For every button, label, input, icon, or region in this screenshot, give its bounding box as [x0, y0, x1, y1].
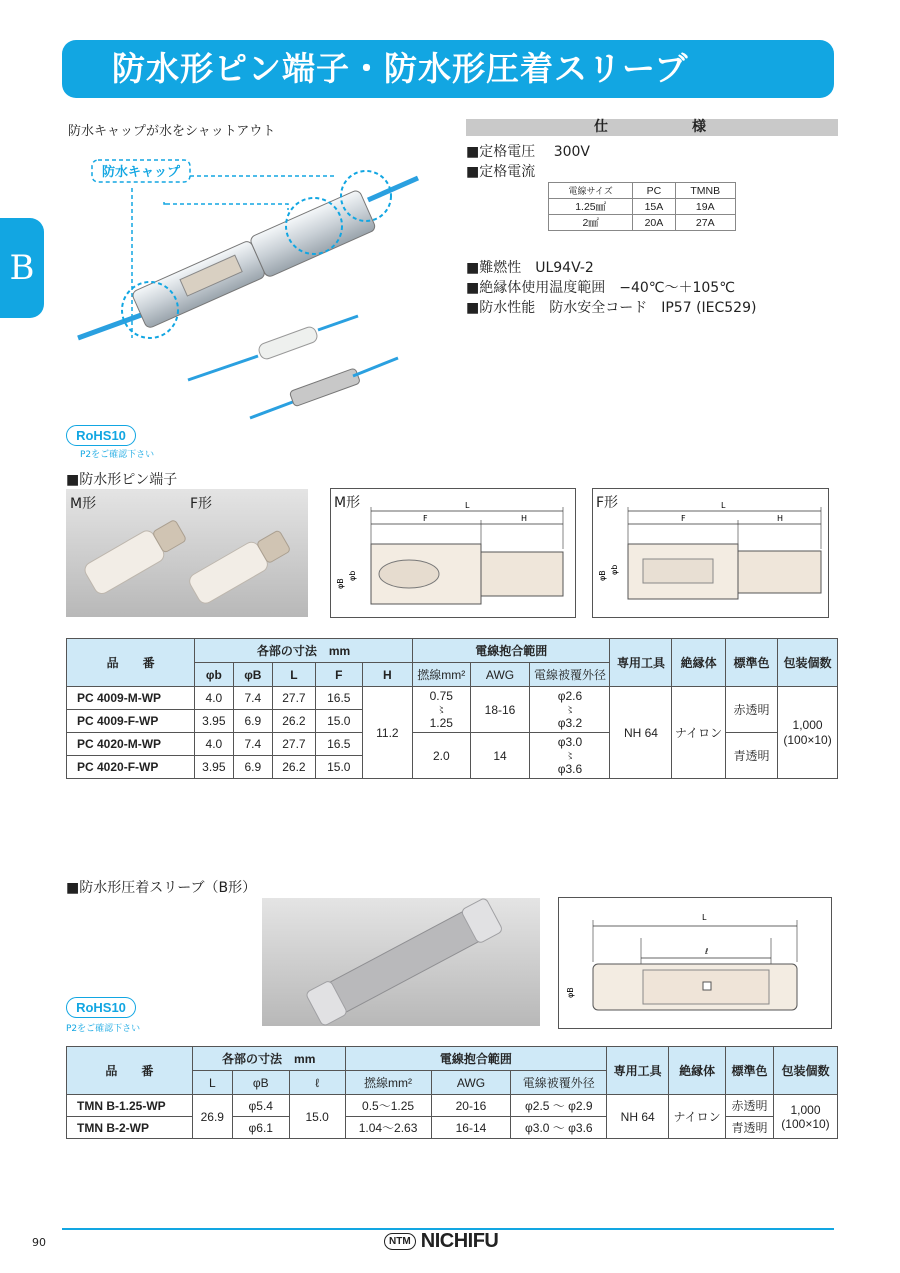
part-number: TMN B-1.25-WP: [67, 1095, 193, 1117]
logo-mark: NTM: [384, 1233, 416, 1250]
waterproof-rating: ■防水性能 防水安全コード IP57 (IEC529): [466, 300, 757, 316]
od-top: φ3.0: [557, 734, 583, 749]
pin-section-heading: ■防水形ピン端子: [66, 472, 178, 488]
cell-ell: 15.0: [289, 1095, 345, 1139]
pin-sub: H: [362, 663, 412, 687]
sleeve-h-dims: 各部の寸法 mm: [192, 1047, 345, 1071]
sleeve-sub: 電線被覆外径: [511, 1071, 607, 1095]
cell: 7.4: [233, 733, 273, 756]
part-number: PC 4020-F-WP: [67, 756, 195, 779]
cell-insul: ナイロン: [672, 687, 725, 779]
od-tilde: 〻: [565, 704, 575, 715]
photo-label-m: M形: [70, 496, 97, 512]
current-cell: 1.25㎟: [549, 199, 633, 215]
m-dim-f: F: [423, 514, 428, 523]
sleeve-dim-phib: φB: [566, 987, 575, 998]
current-table: [548, 182, 736, 231]
cell-tool: NH 64: [610, 687, 672, 779]
cell-od-2: [530, 733, 610, 779]
pack-bot: (100×10): [783, 732, 832, 747]
cell-wire-1: [412, 687, 470, 733]
rated-voltage-value: 300V: [553, 144, 590, 160]
pack-top: 1,000: [792, 717, 823, 732]
current-header-pc: PC: [633, 183, 675, 199]
pin-h-color: 標準色: [725, 639, 777, 687]
rohs-note: P2をご確認下さい: [80, 450, 155, 460]
f-dim-phib: φB: [598, 570, 607, 581]
current-cell: 2㎟: [549, 215, 633, 231]
sleeve-h-part: 品 番: [67, 1047, 193, 1095]
pin-sub: φb: [195, 663, 233, 687]
cell: 15.0: [315, 710, 362, 733]
cell: φ2.5 〜 φ2.9: [511, 1095, 607, 1117]
sleeve-h-color: 標準色: [726, 1047, 774, 1095]
m-type-drawing: [330, 488, 576, 618]
pin-sub: F: [315, 663, 362, 687]
f-dim-phib-small: φb: [610, 564, 619, 575]
wire-bot: 1.25: [429, 715, 453, 730]
cell: 27.7: [273, 733, 316, 756]
flame-rating: ■難燃性 UL94V-2: [466, 260, 594, 276]
sleeve-photo-drawing: [262, 898, 540, 1026]
photo-label-f: F形: [190, 496, 213, 512]
pack-top: 1,000: [790, 1102, 821, 1117]
cell: φ3.0 〜 φ3.6: [511, 1117, 607, 1139]
cell-h: 11.2: [362, 687, 412, 779]
pin-sub: 電線被覆外径: [530, 663, 610, 687]
current-cell: 15A: [633, 199, 675, 215]
m-dim-phib: φB: [336, 578, 345, 589]
cell-color: 青透明: [726, 1117, 774, 1139]
od-bot: φ3.6: [557, 761, 583, 776]
rated-current-label: ■定格電流: [466, 164, 536, 180]
od-top: φ2.6: [557, 688, 583, 703]
spec-head-left: 仕: [594, 119, 608, 135]
nichifu-logo: [384, 1230, 498, 1252]
cell: 26.2: [273, 756, 316, 779]
cell-tool: NH 64: [607, 1095, 669, 1139]
current-header-size: 電線サイズ: [549, 183, 633, 199]
f-dim-f: F: [681, 514, 686, 523]
cell-awg-1: 18-16: [470, 687, 530, 733]
cell-insul: ナイロン: [669, 1095, 726, 1139]
pin-h-insul: 絶縁体: [672, 639, 725, 687]
m-dim-h: H: [521, 514, 528, 523]
cell: 4.0: [195, 687, 233, 710]
cell: 7.4: [233, 687, 273, 710]
pin-h-range: 電線抱合範囲: [412, 639, 610, 663]
section-tab: B: [0, 218, 44, 318]
current-cell: 19A: [675, 199, 735, 215]
logo-name: NICHIFU: [420, 1230, 499, 1252]
pin-sub: L: [273, 663, 316, 687]
rohs-badge: RoHS10: [66, 425, 136, 446]
cell: 6.9: [233, 756, 273, 779]
page-title: 防水形ピン端子・防水形圧着スリーブ: [112, 49, 689, 88]
spec-head-right: 様: [692, 119, 706, 135]
sleeve-sub: ℓ: [289, 1071, 345, 1095]
sleeve-sub: 撚線mm²: [345, 1071, 431, 1095]
pin-sub: φB: [233, 663, 273, 687]
sleeve-spec-table: [66, 1046, 838, 1139]
wire-tilde: 〻: [436, 704, 446, 715]
f-dim-l: L: [721, 501, 726, 510]
cell: 4.0: [195, 733, 233, 756]
spec-header: [466, 119, 838, 136]
pin-sub: 撚線mm²: [412, 663, 470, 687]
sleeve-dim-l: L: [702, 913, 707, 922]
intro-caption: 防水キャップが水をシャットアウト: [68, 124, 276, 139]
pin-photo-drawing: [66, 489, 308, 617]
cell: φ5.4: [232, 1095, 289, 1117]
f-type-drawing: [592, 488, 829, 618]
od-bot: φ3.2: [557, 715, 583, 730]
part-number: PC 4020-M-WP: [67, 733, 195, 756]
sleeve-drawing-svg: [559, 898, 831, 1028]
cell: 16.5: [315, 687, 362, 710]
cell: 20-16: [431, 1095, 511, 1117]
cell-od-1: [530, 687, 610, 733]
table-row: [67, 1095, 838, 1117]
cell: 27.7: [273, 687, 316, 710]
callout-label: 防水キャップ: [101, 165, 181, 180]
cell: φ6.1: [232, 1117, 289, 1139]
f-dim-h: H: [777, 514, 784, 523]
temperature-range: ■絶縁体使用温度範囲 −40℃〜＋105℃: [466, 280, 735, 296]
pin-spec-table: [66, 638, 838, 779]
page-number: 90: [32, 1236, 46, 1249]
pin-photo: [66, 489, 308, 617]
pin-h-pack: 包装個数: [778, 639, 838, 687]
pin-h-dims: 各部の寸法 mm: [195, 639, 413, 663]
cell: 1.04〜2.63: [345, 1117, 431, 1139]
m-drawing-label: M形: [334, 495, 361, 511]
part-number: TMN B-2-WP: [67, 1117, 193, 1139]
cell-awg-2: 14: [470, 733, 530, 779]
sleeve-sub: L: [192, 1071, 232, 1095]
part-number: PC 4009-M-WP: [67, 687, 195, 710]
current-cell: 27A: [675, 215, 735, 231]
pin-sub: AWG: [470, 663, 530, 687]
sleeve-h-insul: 絶縁体: [669, 1047, 726, 1095]
pack-bot: (100×10): [781, 1116, 830, 1131]
current-cell: 20A: [633, 215, 675, 231]
pin-h-part: 品 番: [67, 639, 195, 687]
cell: 3.95: [195, 756, 233, 779]
rated-voltage-label: ■定格電圧: [466, 144, 536, 160]
rohs-badge-2: RoHS10: [66, 997, 136, 1018]
part-number: PC 4009-F-WP: [67, 710, 195, 733]
cell: 6.9: [233, 710, 273, 733]
rated-voltage: [466, 141, 590, 161]
sleeve-dim-ell: ℓ: [705, 947, 709, 956]
wire-top: 0.75: [429, 688, 453, 703]
sleeve-photo: [262, 898, 540, 1026]
m-dim-phib-small: φb: [348, 570, 357, 581]
cell-color-2: 青透明: [725, 733, 777, 779]
page-title-bar: [62, 40, 834, 98]
table-row: [67, 687, 838, 710]
cell: 16-14: [431, 1117, 511, 1139]
cell: 3.95: [195, 710, 233, 733]
sleeve-sub: AWG: [431, 1071, 511, 1095]
cell-pack: [773, 1095, 837, 1139]
sleeve-h-range: 電線抱合範囲: [345, 1047, 607, 1071]
cell-color: 赤透明: [726, 1095, 774, 1117]
cell-l: 26.9: [192, 1095, 232, 1139]
cell: 26.2: [273, 710, 316, 733]
sleeve-h-tool: 専用工具: [607, 1047, 669, 1095]
m-dim-l: L: [465, 501, 470, 510]
cap-illustration: [68, 148, 438, 430]
sleeve-section-heading: ■防水形圧着スリーブ（B形）: [66, 880, 257, 896]
sleeve-h-pack: 包装個数: [773, 1047, 837, 1095]
f-drawing-svg: [593, 489, 828, 617]
cell: 15.0: [315, 756, 362, 779]
cell: 16.5: [315, 733, 362, 756]
f-drawing-label: F形: [596, 495, 619, 511]
cell-wire-2: 2.0: [412, 733, 470, 779]
sleeve-drawing: [558, 897, 832, 1029]
od-tilde: 〻: [565, 750, 575, 761]
m-drawing-svg: [331, 489, 575, 617]
rohs-note-2: P2をご確認下さい: [66, 1024, 141, 1034]
cell-pack: [778, 687, 838, 779]
current-header-tmnb: TMNB: [675, 183, 735, 199]
cell: 0.5〜1.25: [345, 1095, 431, 1117]
cell-color-1: 赤透明: [725, 687, 777, 733]
sleeve-sub: φB: [232, 1071, 289, 1095]
pin-h-tool: 専用工具: [610, 639, 672, 687]
